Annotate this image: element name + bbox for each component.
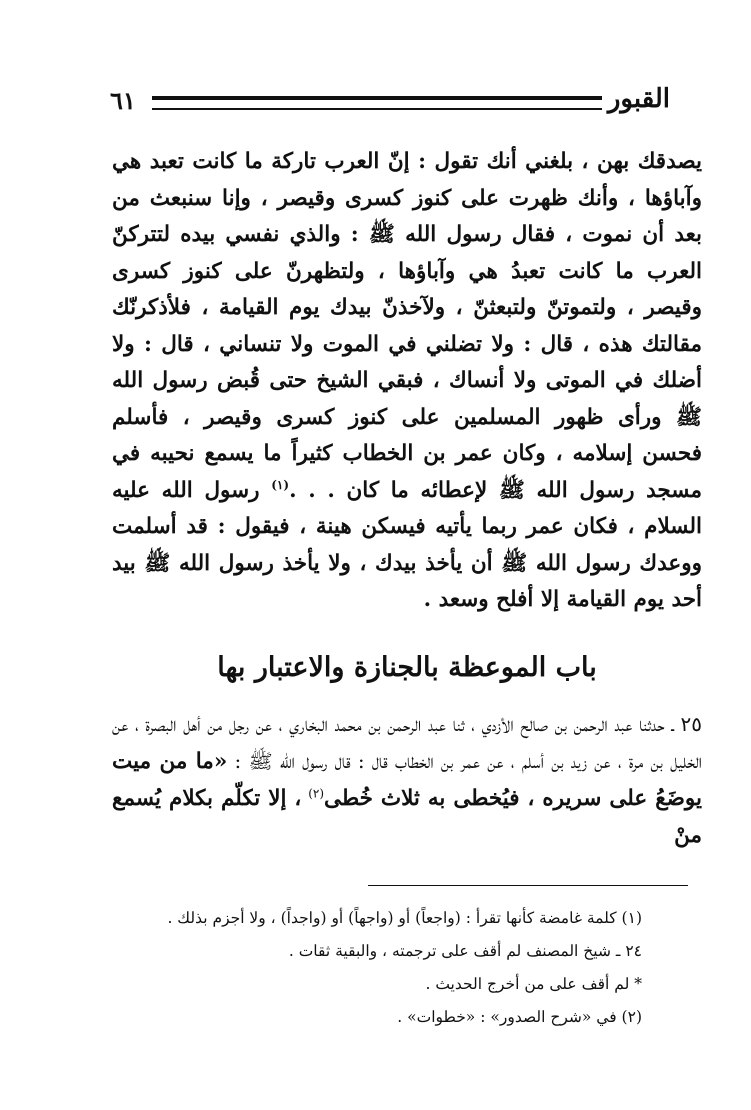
page-header (110, 84, 670, 118)
footnote-marker: (١) (271, 477, 290, 492)
footnote-divider (368, 885, 688, 886)
footnote: (١) كلمة غامضة كأنها تقرأ : (واجعاً) أو (واجهاً) أو (واجداً) ، ولا أجزم بذلك . (167, 909, 642, 927)
hadith-quote-end: ، إلا تكلّم بكلام يُسمع منْ (112, 786, 702, 848)
header-rule (152, 96, 602, 110)
footnote-marker: (٢) (308, 786, 325, 801)
footnote: * لم أقف على من أخرج الحديث . (425, 975, 642, 993)
hadith-number: ٢٥ ـ (671, 712, 703, 736)
footnotes (112, 902, 642, 1034)
hadith-chain: حدثنا عبد الرحمن بن صالح الأزدي ، ثنا عبد الرحمن بن محمد البخاري ، عن رجل من أهل البصرة ، عن الخليل بن مرة ، عن زيد بن أسلم ، عن عمر بن الخطاب قال : قال رسول الله ﷺ : (112, 712, 703, 773)
main-text (112, 144, 702, 619)
paragraph-text: رسول الله عليه السلام ، فكان عمر ربما يأتيه فيسكن هينة ، فيقول : قد أسلمت ووعدك رسول الله ﷺ أن يأخذ بيدك ، ولا يأخذ رسول الله ﷺ بيد أحد يوم القيامة إلا أفلح وسعد . (112, 477, 702, 612)
footnote: (٢) في «شرح الصدور» : «خطوات» . (397, 1008, 642, 1026)
page-number: ٦١ (110, 86, 136, 115)
paragraph (112, 144, 702, 619)
running-title: القبور (607, 84, 670, 114)
section-heading: باب الموعظة بالجنازة والاعتبار بها (217, 652, 597, 683)
paragraph-text: يصدقك بهن ، بلغني أنك تقول : إنّ العرب تاركة ما كانت تعبد هي وآباؤها ، وأنك ظهرت على كنوز كسرى وقيصر ، وإنا سنبعث من بعد أن نموت ، فقال رسول الله ﷺ : والذي نفسي بيده لتتركنّ العرب ما كانت تعبدُ هي وآباؤها ، ولتظهرنّ على كنوز كسرى وقيصر ، ولتموتنّ ولتبعثنّ ، ولآخذنّ بيدك يوم القيامة ، فلأذكرنّك مقالتك هذه ، قال : ولا تضلني في الموت ولا تنساني ، قال : ولا أضلك في الموتى ولا أنساك ، فبقي الشيخ حتى قُبض رسول الله ﷺ ورأى ظهور المسلمين على كنوز كسرى وقيصر ، فأسلم فحسن إسلامه ، وكان عمر بن الخطاب كثيراً ما يسمع نحيبه في مسجد رسول الله ﷺ لإعطائه ما كان . . . (112, 149, 702, 503)
hadith-quote: «ما من ميت يوضَعُ على سريره ، فيُخطى به ثلاث خُطى (112, 749, 702, 811)
hadith-block (112, 706, 702, 854)
footnote: ٢٤ ـ شيخ المصنف لم أقف على ترجمته ، والبقية ثقات . (288, 942, 642, 960)
